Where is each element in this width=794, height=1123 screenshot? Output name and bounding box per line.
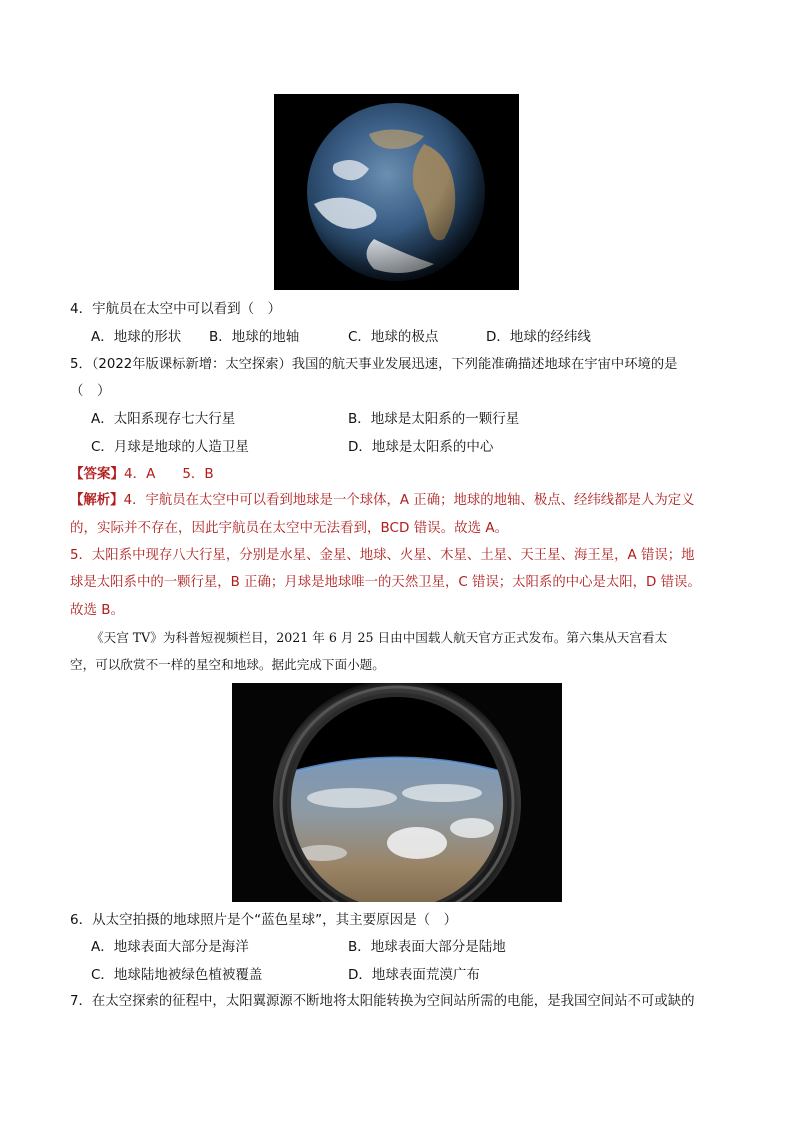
q6-option-c: C．地球陆地被绿色植被覆盖 — [91, 967, 263, 983]
q4-option-c: C．地球的极点 — [348, 329, 439, 345]
q5-option-d: D．地球是太阳系的中心 — [348, 439, 494, 455]
passage-line2: 空，可以欣赏不一样的星空和地球。据此完成下面小题。 — [70, 657, 385, 672]
q6-stem: 6．从太空拍摄的地球照片是个“蓝色星球”，其主要原因是（ ） — [70, 912, 458, 928]
q6-option-d: D．地球表面荒漠广布 — [348, 967, 480, 983]
q5-option-a: A．太阳系现存七大行星 — [91, 411, 236, 427]
analysis-line2: 的，实际并不存在，因此宇航员在太空中无法看到，BCD 错误。故选 A。 — [70, 520, 509, 536]
q6-option-b: B．地球表面大部分是陆地 — [348, 939, 506, 955]
analysis-line1 — [70, 491, 695, 511]
analysis-line3: 5．太阳系中现存八大行星，分别是水星、金星、地球、火星、木星、土星、天王星、海王星，A 错误；地 — [70, 548, 695, 563]
q4-option-a: A．地球的形状 — [91, 329, 182, 345]
analysis-line4: 球是太阳系中的一颗行星，B 正确；月球是地球唯一的天然卫星，C 错误；太阳系的中心是太阳，D 错误。 — [70, 575, 701, 590]
analysis-label: 【解析】 — [70, 493, 124, 508]
answer-line — [70, 464, 214, 484]
passage-line1: 《天宫 TV》为科普短视频栏目，2021 年 6 月 25 日由中国载人航天官方正式发布。第六集从天宫看太 — [91, 630, 668, 645]
q4-stem: 4．宇航员在太空中可以看到（ ） — [70, 301, 282, 317]
earth-globe-graphic — [274, 94, 519, 290]
space-window-graphic — [232, 683, 562, 902]
q5-option-b: B．地球是太阳系的一颗行星 — [348, 411, 520, 427]
q4-option-b: B．地球的地轴 — [209, 329, 300, 345]
analysis-line5: 故选 B。 — [70, 602, 125, 618]
answer-label: 【答案】 — [70, 466, 124, 482]
q5-stem-line1: 5．（2022年版课标新增：太空探索）我国的航天事业发展迅速，下列能准确描述地球在宇宙中环境的是 — [70, 357, 678, 372]
earth-globe-photo — [274, 94, 519, 290]
q4-option-d: D．地球的经纬线 — [486, 329, 591, 345]
space-station-window-photo — [232, 683, 562, 902]
q7-stem: 7．在太空探索的征程中，太阳翼源源不断地将太阳能转换为空间站所需的电能，是我国空间站不可或缺的 — [70, 994, 695, 1009]
answer-text: 4．A 5．B — [124, 466, 214, 482]
analysis-text-1: 4．宇航员在太空中可以看到地球是一个球体，A 正确；地球的地轴、极点、经纬线都是人为定义 — [123, 493, 695, 508]
q6-option-a: A．地球表面大部分是海洋 — [91, 939, 249, 955]
q5-stem-line2: （ ） — [70, 383, 111, 399]
q5-option-c: C．月球是地球的人造卫星 — [91, 439, 249, 455]
